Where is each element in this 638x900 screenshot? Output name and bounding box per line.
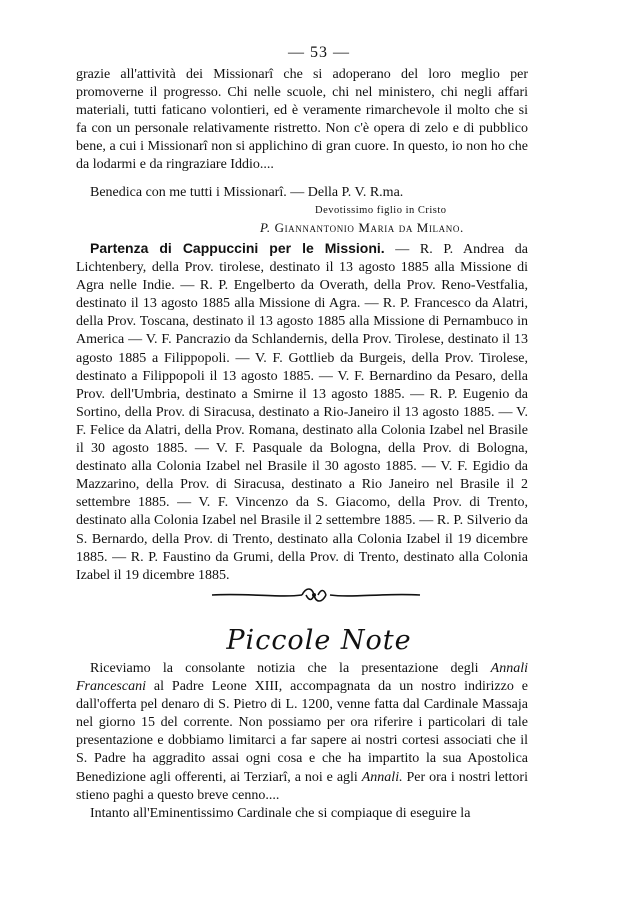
page-number: — 53 — <box>288 44 350 61</box>
signature-prefix: P. <box>260 220 271 235</box>
letter-closing: Benedica con me tutti i Missionarî. — Della P. V. R.ma. <box>90 185 404 200</box>
letter-paragraph <box>76 66 528 175</box>
letter-closing-block <box>76 184 528 202</box>
signature <box>260 220 464 236</box>
section-title: Piccole Note <box>226 625 412 656</box>
note-text-1: Riceviamo la consolante notizia che la presentazione degli <box>90 661 491 676</box>
valediction: Devotissimo figlio in Cristo <box>315 205 447 216</box>
note-text-3: Per ora i nostri lettori stieno paghi a questo breve cenno.... <box>76 769 528 803</box>
signature-name: Giannantonio Maria da Milano. <box>274 220 464 235</box>
partenza-paragraph <box>76 239 528 585</box>
note-annali-ref: Annali. <box>361 769 403 785</box>
letter-body: grazie all'attività dei Missionarî che si adoperano del loro meglio per promoverne il progresso. Chi nelle scuole, chi nel ministero, chi negli affari materiali, tutti faticano volontieri, ed è veramente rimarchevole il molto che si fa con un personale relativamente ristretto. Non c'è opera di zelo e di pubblico bene, a cui i Missionarî non si applichino di gran cuore. In questo, io non ho che da lodarmi e da ringraziare Iddio.... <box>76 67 528 173</box>
partenza-text: — R. P. Andrea da Lichtenbery, della Prov. tirolese, destinato il 13 agosto 1885 alla Missione di Agra nelle Indie. — R. P. Engelberto da Overath, della Prov. Reno-Vestfalia, destinato il 13 agosto 1885 alla Missione di Agra. — R. P. Francesco da Alatri, della Prov. Toscana, destinato il 13 agosto 1885 alla Missione di Pernambuco in America — V. F. Pancrazio da Schlandernis, della Prov. Tirolese, destinato il 13 agosto 1885 a Filippopoli. — V. F. Gottlieb da Burgeis, della Prov. Tirolese, destinato a Filippopoli il 13 agosto 1885. — V. F. Bernardino da Pesaro, della Prov. dell'Umbria, destinato a Smirne il 13 agosto 1885. — R. P. Eugenio da Sortino, della Prov. di Siracusa, destinato a Rio-Janeiro il 13 agosto 1885. — V. F. Felice da Alatri, della Prov. Romana, destinato alla Colonia Izabel nel Brasile il 30 agosto 1885. — V. F. Pasquale da Bologna, della Prov. di Bologna, destinato alla Colonia Izabel nel Brasile il 30 agosto 1885. — V. F. Egidio da Mazzarino, della Prov. di Siracusa, destinato a Rio Janeiro nel Brasile il 2 settembre 1885. — V. F. Vincenzo da S. Giacomo, della Prov. di Trento, destinato alla Colonia Izabel nel Brasile il 2 settembre 1885. — R. P. Silverio da S. Bernardo, della Prov. di Trento, destinato alla Colonia Izabel il 19 dicembre 1885. — R. P. Faustino da Grumi, della Prov. di Trento, destinato alla Colonia Izabel il 19 dicembre 1885. <box>76 242 528 583</box>
note-last-line: Intanto all'Eminentissimo Cardinale che si compiaque di eseguire la <box>90 805 471 821</box>
note-paragraph <box>76 660 528 805</box>
note-annali-title: Annali Francescani <box>76 661 528 695</box>
note-section <box>76 660 528 823</box>
ornament-divider-icon <box>210 584 422 606</box>
partenza-heading: Partenza di Cappuccini per le Missioni. <box>90 240 385 256</box>
note-text-2: al Padre Leone XIII, accompagnata da un nostro indirizzo e dall'offerta pel denaro di S. Pietro di L. 1200, venne fatta dal Cardinale Massaja nel giorno 15 del corrente. Non possiamo per ora riferire i particolari di tale presentazione e dobbiamo limitarci a far sapere ai nostri cortesi associati che il S. Padre ha aggradito assai ogni cosa e che ha impartito la sua Apostolica Benedizione agli offerenti, ai Terziarî, a noi e agli <box>76 679 528 785</box>
partenza-section <box>76 239 528 585</box>
